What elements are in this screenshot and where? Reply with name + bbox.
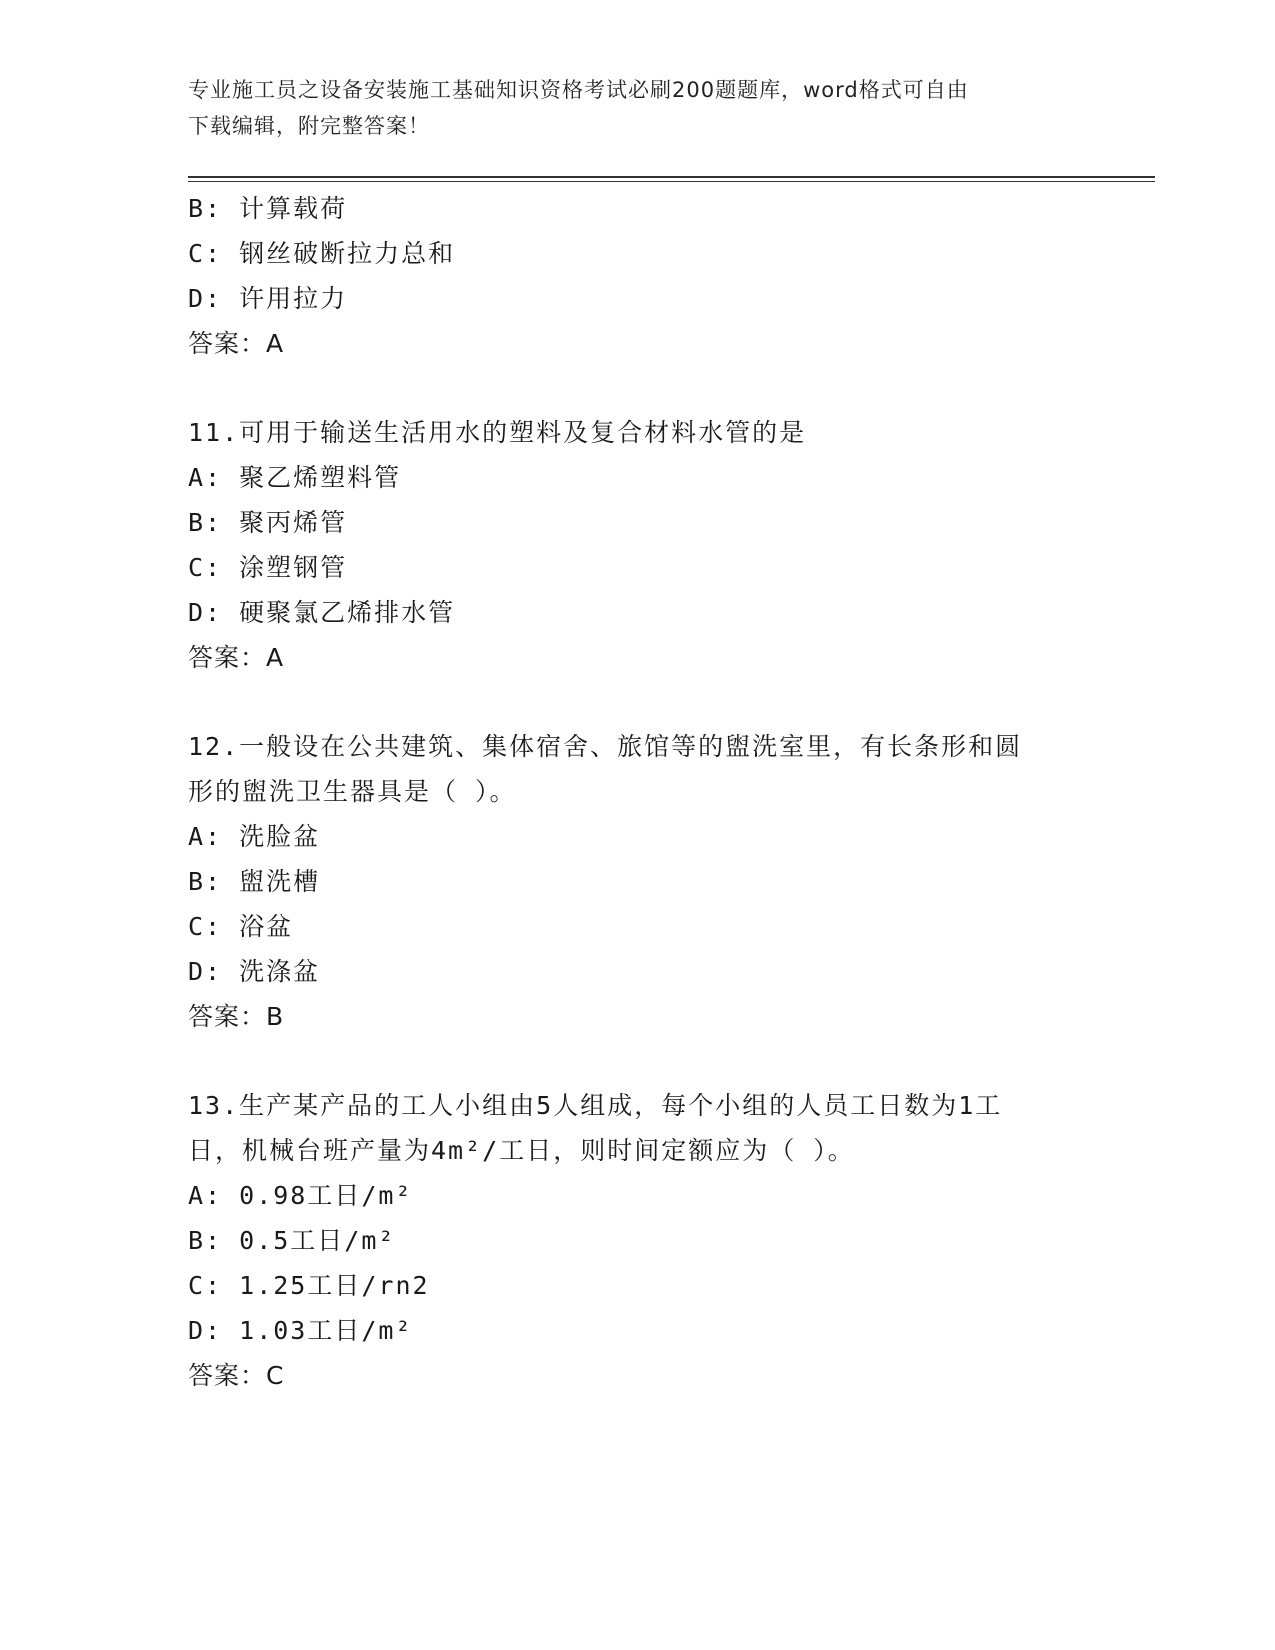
q11-question: 11.可用于输送生活用水的塑料及复合材料水管的是 — [188, 418, 807, 447]
q12-option-c: C: 浴盆 — [188, 912, 294, 941]
q12-question-line-2: 形的盥洗卫生器具是（ ）。 — [188, 777, 517, 806]
q13-question-line-2: 日，机械台班产量为4m²/工日，则时间定额应为（ ）。 — [188, 1136, 855, 1165]
q10-option-b: B: 计算载荷 — [188, 194, 348, 223]
q12-answer: 答案：B — [188, 1002, 285, 1031]
q12-option-b: B: 盥洗槽 — [188, 867, 321, 896]
q13-option-c: C: 1.25工日/rn2 — [188, 1271, 430, 1300]
header-divider-thick — [188, 176, 1155, 178]
header-title-line-2: 下载编辑，附完整答案！ — [188, 114, 430, 138]
header-divider-thin — [188, 181, 1155, 182]
q11-option-b: B: 聚丙烯管 — [188, 508, 348, 537]
q13-question-line-1: 13.生产某产品的工人小组由5人组成，每个小组的人员工日数为1工 — [188, 1091, 1003, 1120]
q10-option-d: D: 许用拉力 — [188, 284, 348, 313]
header-title-line-1: 专业施工员之设备安装施工基础知识资格考试必刷200题题库，word格式可自由 — [188, 78, 969, 102]
document-header — [188, 72, 1068, 144]
q12-option-a: A: 洗脸盆 — [188, 822, 321, 851]
q12-question-line-1: 12.一般设在公共建筑、集体宿舍、旅馆等的盥洗室里，有长条形和圆 — [188, 732, 1023, 761]
q12-option-d: D: 洗涤盆 — [188, 957, 321, 986]
q13-answer: 答案：C — [188, 1361, 285, 1390]
q13-option-b: B: 0.5工日/m² — [188, 1226, 396, 1255]
q13-option-d: D: 1.03工日/m² — [188, 1316, 413, 1345]
q11-option-d: D: 硬聚氯乙烯排水管 — [188, 598, 456, 627]
q11-answer: 答案：A — [188, 643, 285, 672]
q10-answer: 答案：A — [188, 329, 285, 358]
q13-option-a: A: 0.98工日/m² — [188, 1181, 413, 1210]
q11-option-c: C: 涂塑钢管 — [188, 553, 348, 582]
q11-option-a: A: 聚乙烯塑料管 — [188, 463, 402, 492]
q10-option-c: C: 钢丝破断拉力总和 — [188, 239, 456, 268]
